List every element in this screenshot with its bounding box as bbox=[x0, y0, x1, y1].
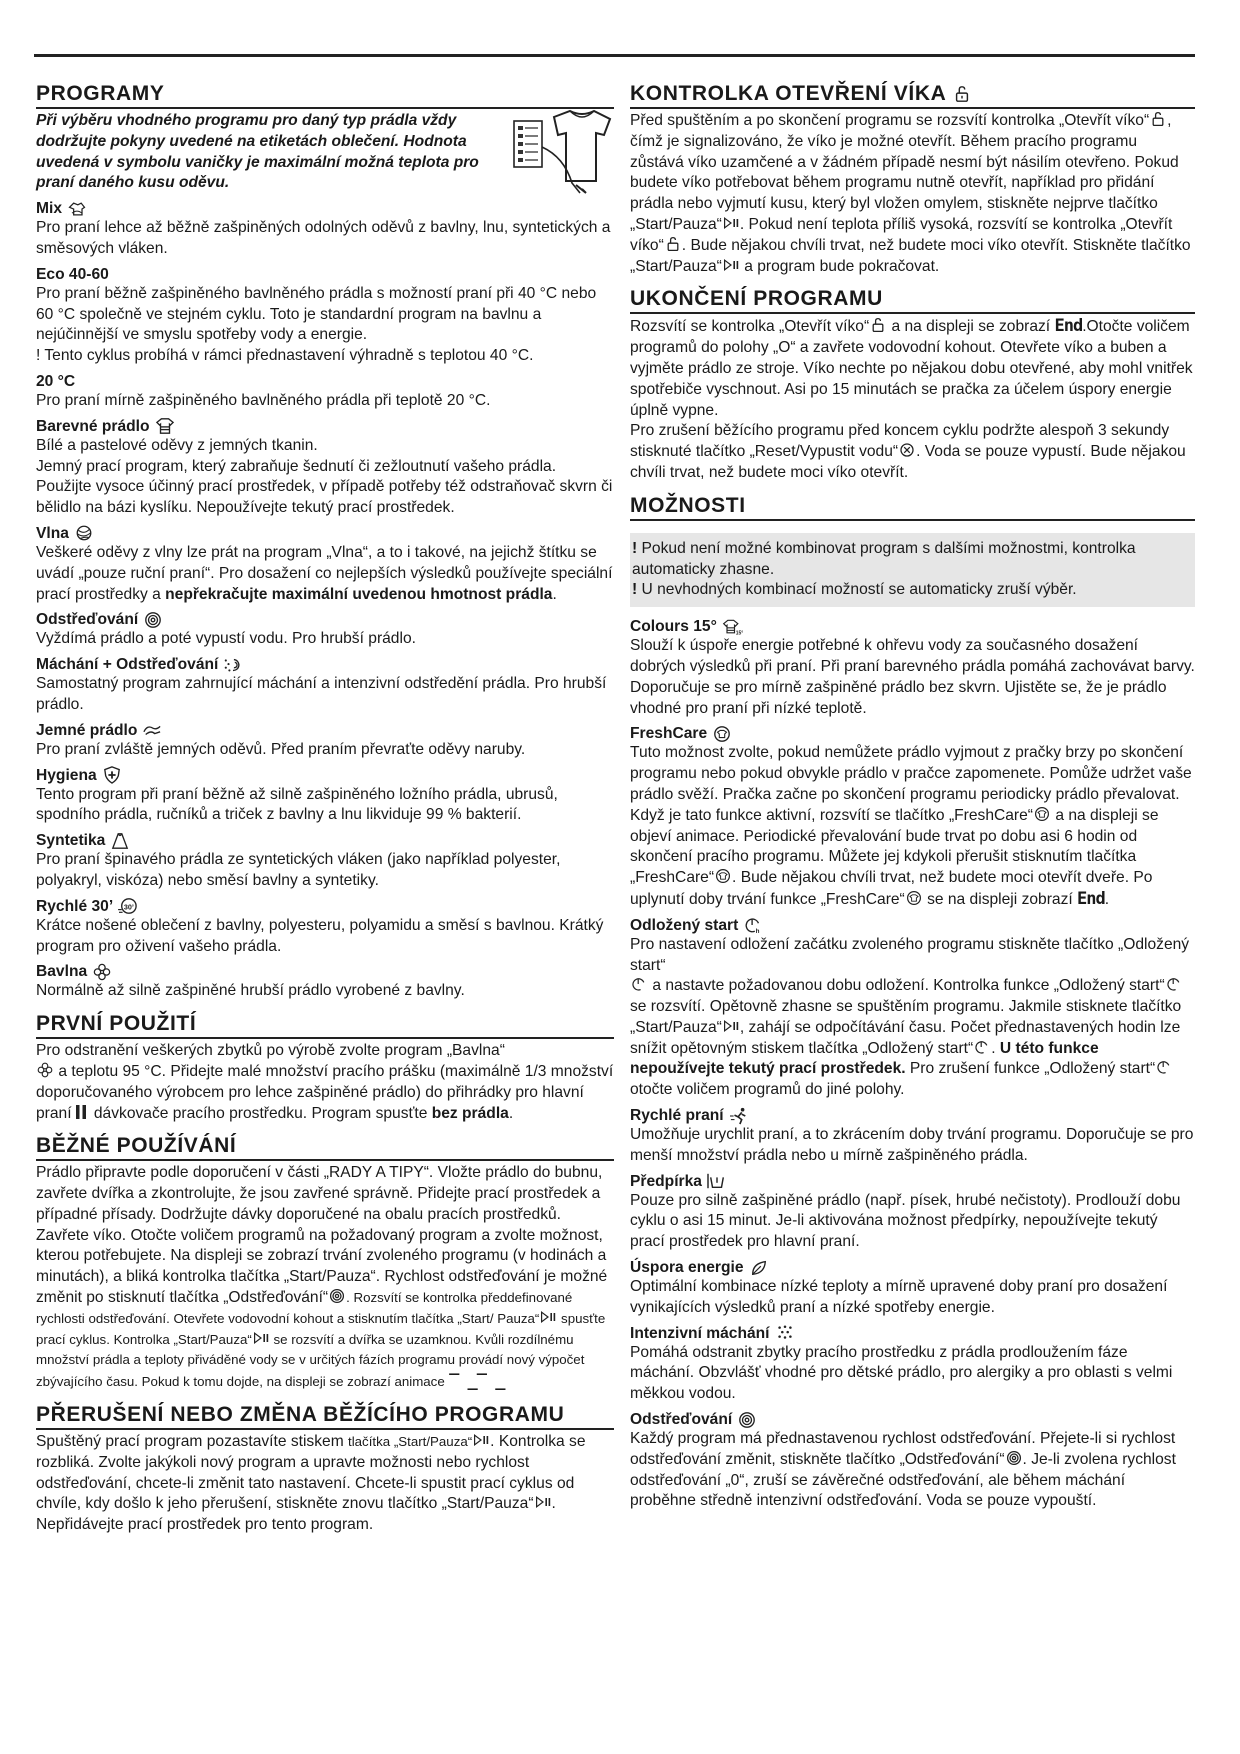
program-rinse-spin-text: Samostatný program zahrnující máchání a intenzivní odstředění prádla. Pro hrubší prádlo. bbox=[36, 675, 607, 713]
spin-icon bbox=[1006, 1450, 1022, 1466]
program-mix-title: Mix bbox=[36, 199, 614, 218]
option-delay-text: Pro nastavení odložení začátku zvoleného programu stiskněte tlačítko „Odložený start“ a nastavte požadovanou dobu odložení. Kontrolka funkce „Odložený start“ se rozsvítí. Opětovně zhasne se spuštěním programu. Jakmile stisknete tlačítko „Start/Pauza“ , zahájí se odpočítávání času. Počet přednastavených hodin lze snížit opětovným stiskem tlačítka „Odložený start“ . U této funkce nepoužívejte tekutý prací prostředek. Pro zrušení funkce „Odložený start“ otočte voličem programů do jiné polohy. bbox=[630, 935, 1190, 1099]
program-wool-title: Vlna bbox=[36, 524, 614, 543]
option-eco-text: Optimální kombinace nízké teploty a mírně upravené doby praní pro dosažení vynikajících výsledků praní a nízké spotřeby energie. bbox=[630, 1278, 1168, 1316]
svg-text:h: h bbox=[755, 928, 760, 936]
program-eco-note: ! Tento cyklus probíhá v rámci přednastavení výhradně s teplotou 40 °C. bbox=[36, 347, 534, 365]
option-colours-title: Colours 15° 15° bbox=[630, 618, 744, 637]
pause-heading: PŘERUŠENÍ NEBO ZMĚNA BĚŽÍCÍHO PROGRAMU bbox=[36, 1403, 614, 1430]
first-use-heading: PRVNÍ POUŽITÍ bbox=[36, 1012, 614, 1039]
wool-icon bbox=[74, 524, 94, 542]
left-column bbox=[36, 82, 614, 1536]
delay-start-icon bbox=[631, 976, 647, 992]
option-spin-title: Odstřeďování bbox=[630, 1410, 1195, 1429]
program-eco-text: Pro praní běžně zašpiněného bavlněného prádla s možností praní při 40 °C nebo 60 °C společně ve stejném cyklu. Toto je standardní program na bavlnu a nejúčinnější ve smyslu spotřeby vody a energie. bbox=[36, 284, 597, 344]
programy-heading: PROGRAMY bbox=[36, 82, 614, 109]
spin-icon bbox=[737, 1411, 757, 1429]
program-hygiene-title: Hygiena bbox=[36, 766, 614, 785]
program-wool-text: Veškeré oděvy z vlny lze prát na program „Vlna“, a to i takové, na jejichž štítku se uvádí „pouze ruční praní“. Pro dosažení co nejlepších výsledků používejte speciální prací prostředky a nepřekračujte maximální uvedenou hmotnost prádla. bbox=[36, 543, 613, 603]
lid-indicator-heading: KONTROLKA OTEVŘENÍ VÍKA bbox=[630, 82, 1195, 109]
main-wash-compartment-icon bbox=[73, 1104, 89, 1120]
option-freshcare-text: Tuto možnost zvolte, pokud nemůžete prádlo vyjmout z pračky brzy po skončení programu nebo pokud obvykle prádlo v pračce zapomenete. Pomůže udržet vaše prádlo svěží. Pračka začne po skončení programu periodicky prádlo převalovat. Když je tato funkce aktivní, rozsvítí se tlačítko „FreshCare“ a na displeji se objeví animace. Periodické převalování bude trvat po dobu asi 6 hodin od skončení pracího programu. Můžete jej kdykoli přerušit stisknutím tlačítka „FreshCare“ . Bude nějakou chvíli trvat, než budete moci otevřít dveře. Po uplynutí doby trvání funkce „FreshCare“ se na displeji zobrazí End. bbox=[630, 744, 1192, 909]
program-cotton-title: Bavlna bbox=[36, 962, 614, 981]
program-colours-text2: Jemný prací program, který zabraňuje šednutí či zežloutnutí vašeho prádla. Použijte vysoce účinný prací prostředek, v případě potřeby též odstraňovač skvrn či bělidlo na bázi kyslíku. Nepoužívejte tekutý prací prostředek. bbox=[36, 457, 613, 517]
rinse-spin-icon bbox=[223, 656, 243, 674]
freshcare-icon bbox=[1034, 806, 1050, 822]
colours-15-icon bbox=[722, 618, 742, 636]
delay-start-icon bbox=[974, 1039, 990, 1055]
options-heading: MOŽNOSTI bbox=[630, 494, 1195, 521]
program-20c-text: Pro praní mírně zašpiněného bavlněného prádla při teplotě 20 °C. bbox=[36, 391, 491, 409]
option-extra-rinse-title: Intenzivní máchání bbox=[630, 1324, 1195, 1343]
start-pause-icon bbox=[723, 257, 739, 273]
delicates-icon bbox=[142, 721, 162, 739]
spin-icon bbox=[143, 611, 163, 629]
program-rinse-spin-title: Máchání + Odstřeďování bbox=[36, 655, 614, 674]
freshcare-icon bbox=[715, 868, 731, 884]
program-quick30-title: Rychlé 30’ 30’ bbox=[36, 897, 614, 916]
program-20c-title: 20 °C bbox=[36, 372, 76, 390]
lid-open-lock-icon bbox=[1150, 111, 1166, 127]
display-end-text: End bbox=[1077, 888, 1105, 909]
program-eco-title: Eco 40-60 bbox=[36, 265, 109, 283]
options-note-1: ! Pokud není možné kombinovat program s dalšími možnostmi, kontrolka automaticky zhasne. bbox=[632, 539, 1136, 578]
start-pause-icon bbox=[723, 215, 739, 231]
program-delicates-text: Pro praní zvláště jemných oděvů. Před praním převraťte oděvy naruby. bbox=[36, 740, 526, 758]
svg-text:15°: 15° bbox=[735, 630, 744, 637]
extra-rinse-icon bbox=[775, 1324, 795, 1342]
program-spin-text: Vyždímá prádlo a poté vypustí vodu. Pro hrubší prádlo. bbox=[36, 630, 416, 648]
option-quick-wash-title: Rychlé praní bbox=[630, 1106, 1195, 1125]
quick-wash-icon bbox=[729, 1107, 749, 1125]
spin-icon bbox=[329, 1288, 345, 1304]
lid-open-lock-icon bbox=[952, 85, 972, 103]
program-quick30-text: Krátce nošené oblečení z bavlny, polyesteru, polyamidu a směsí s bavlnou. Krátký program pro oživení vašeho prádla. bbox=[36, 916, 604, 955]
start-pause-icon bbox=[723, 1018, 739, 1034]
cotton-icon bbox=[92, 963, 112, 981]
quick-30-icon bbox=[118, 897, 138, 915]
option-prewash-title: Předpírka bbox=[630, 1172, 1195, 1191]
care-label-tshirt-icon bbox=[504, 107, 614, 195]
freshcare-icon bbox=[712, 725, 732, 743]
energy-saving-icon bbox=[749, 1259, 769, 1277]
lid-indicator-text: Před spuštěním a po skončení programu se rozsvítí kontrolka „Otevřít víko“ , čímž je signalizováno, že víko je možné otevřít. Během pracího programu zůstává víko uzamčené a v žádném případě nesmí být násilím otevřeno. Pokud budete víko potřebovat během programu nutně otevřít, například pro přidání prádla nebo vyjmutí kusu, který byl vložen omylem, stiskněte nejprve tlačítko „Start/Pauza“ . Pokud není teplota příliš vysoká, rozsvítí se kontrolka „Otevřít víko“ . Bude nějakou chvíli trvat, než budete moci víko otevřít. Stiskněte tlačítko „Start/Pauza“ a program bude pokračovat. bbox=[630, 112, 1191, 275]
program-end-text: Rozsvítí se kontrolka „Otevřít víko“ a na displeji se zobrazí End.Otočte voličem programů do polohy „O“ a zavřete vodovodní kohout. Otevřete víko a buben a vyjměte prádlo ze stroje. Víko nechte po nějakou dobu otevřené, aby mohl vnitřek spotřebiče vyschnout. Asi po 15 minutách se pračka za účelem úspory energie úplně vypne. Pro zrušení běžícího programu před koncem cyklu podržte alespoň 3 sekundy stisknuté tlačítko „Reset/Vypustit vodu“ . Voda se pouze vypustí. Bude nějakou chvíli trvat, než budete moci víko otevřít. bbox=[630, 316, 1193, 481]
program-hygiene-text: Tento program při praní běžně až silně zašpiněného ložního prádla, ubrusů, spodního prádla, ručníků a triček z bavlny a lnu likviduje 99 % bakterií. bbox=[36, 785, 558, 824]
program-end-heading: UKONČENÍ PROGRAMU bbox=[630, 287, 1195, 314]
prewash-tub-icon bbox=[707, 1172, 727, 1190]
daily-use-text: Prádlo připravte podle doporučení v části „RADY A TIPY“. Vložte prádlo do bubnu, zavřete dvířka a zkontrolujte, že jsou zavřené správně. Přidejte prací prostředek a případné přísady. Dodržujte dávky doporučené na obalu pracích prostředků. Zavřete víko. Otočte voličem programů na požadovaný program a zvolte možnost, kterou potřebujete. Na displeji se zobrazí trvání zvoleného programu (v hodinách a minutách), a bliká kontrolka tlačítka „Start/Pauza“. Rychlost odstřeďování je možné změnit po stisknutí tlačítka „Odstřeďování“ . Rozsvítí se kontrolka předdefinované rychlosti odstřeďování. Otevřete vodovodní kohout a stisknutím tlačítka „Start/ Pauza“ spusťte prací cyklus. Kontrolka „Start/Pauza“ se rozsvítí a dvířka se uzamknou. Kvůli rozdílnému množství prádla a teploty přiváděné vody se v určitých fázích programu provádí nový výpočet zbývajícího času. Pokud k tomu dojde, na displeji se zobrazí animace ‾ _‾ _ bbox=[36, 1164, 608, 1392]
programy-lead: Při výběru vhodného programu pro daný typ prádla vždy dodržujte pokyny uvedené na etiketách oblečení. Hodnota uvedená v symbolu vaničky je maximální možná teplota pro praní daného kusu oděvu. bbox=[36, 112, 479, 192]
option-prewash-text: Pouze pro silně zašpiněné prádlo (např. písek, hrubé nečistoty). Prodlouží dobu cyklu o asi 15 minut. Je-li aktivována možnost předpírky, nepoužívejte tekutý prací prostředek pro hlavní praní. bbox=[630, 1191, 1181, 1251]
top-rule bbox=[34, 54, 1195, 57]
right-column bbox=[630, 82, 1195, 1512]
option-quick-wash-text: Umožňuje urychlit praní, a to zkrácením doby trvání programu. Doporučuje se pro menší množství prádla nebo u mírně zašpiněného prádla. bbox=[630, 1126, 1194, 1164]
lid-open-lock-icon bbox=[665, 236, 681, 252]
daily-use-heading: BĚŽNÉ POUŽÍVÁNÍ bbox=[36, 1134, 614, 1161]
synthetics-icon bbox=[110, 832, 130, 850]
programy-intro bbox=[36, 111, 614, 194]
first-use-text: Pro odstranění veškerých zbytků po výrobě zvolte program „Bavlna“ a teplotu 95 °C. Přidejte malé množství pracího prášku (maximálně 1/3 množství doporučovaného výrobcem pro lehce zašpiněné prádlo) do přihrádky pro hlavní praní dávkovače pracího prostředku. Program spusťte bez prádla. bbox=[36, 1042, 614, 1122]
program-synthetics-title: Syntetika bbox=[36, 831, 614, 850]
option-extra-rinse-text: Pomáhá odstranit zbytky pracího prostředku z prádla prodloužením fáze máchání. Obzvlášť vhodné pro dětské prádlo, pro alergiky a pro oblasti s velmi měkkou vodou. bbox=[630, 1343, 1173, 1403]
option-eco-title: Úspora energie bbox=[630, 1258, 1195, 1277]
recalc-animation: ‾ _‾ _ bbox=[449, 1371, 505, 1392]
hygiene-shield-icon bbox=[102, 766, 122, 784]
start-pause-icon bbox=[473, 1432, 489, 1448]
options-notes bbox=[630, 533, 1195, 607]
program-colours-title: Barevné prádlo bbox=[36, 417, 614, 436]
program-mix-text: Pro praní lehce až běžně zašpiněných odolných oděvů z bavlny, lnu, syntetických a směsových vláken. bbox=[36, 219, 611, 257]
program-spin-title: Odstřeďování bbox=[36, 610, 614, 629]
program-cotton-text: Normálně až silně zašpiněné hrubší prádlo vyrobené z bavlny. bbox=[36, 982, 465, 1000]
display-end-text: End bbox=[1054, 316, 1083, 337]
cotton-icon bbox=[37, 1062, 53, 1078]
option-freshcare-title: FreshCare bbox=[630, 724, 1195, 743]
delay-start-icon bbox=[1156, 1059, 1172, 1075]
program-synthetics-text: Pro praní špinavého prádla ze syntetických vláken (jako například polyester, polyakryl, viskóza) nebo směsí bavlny a syntetiky. bbox=[36, 851, 561, 889]
start-pause-icon bbox=[253, 1330, 269, 1346]
option-delay-title: Odložený start h bbox=[630, 916, 1195, 935]
program-colours-text: Bílé a pastelové oděvy z jemných tkanin. bbox=[36, 436, 318, 454]
pause-text: Spuštěný prací program pozastavíte stiskem tlačítka „Start/Pauza“ . Kontrolka se rozbliká. Zvolte jakýkoli nový program a upravte možnosti nebo rychlost odstřeďování, chcete-li změnit tato nastavení. Chcete-li spustit prací cyklus od chvíle, kdy došlo k jeho přerušení, stiskněte znovu tlačítko „Start/Pauza“ . Nepřidávejte prací prostředek pro tento program. bbox=[36, 1433, 586, 1534]
mix-icon bbox=[67, 200, 87, 218]
coloured-shirt-icon bbox=[155, 417, 175, 435]
svg-text:30’: 30’ bbox=[124, 902, 135, 912]
option-spin-text: Každý program má přednastavenou rychlost odstřeďování. Přejete-li si rychlost odstřeďování změnit, stiskněte tlačítko „Odstřeďování“ . Je-li zvolena rychlost odstřeďování „0“, zruší se závěrečné odstřeďování, ale během máchání proběhne středně intenzivní odstřeďování. Voda se pouze vypouští. bbox=[630, 1430, 1176, 1510]
program-delicates-title: Jemné prádlo bbox=[36, 721, 614, 740]
start-pause-icon bbox=[540, 1309, 556, 1325]
reset-drain-icon bbox=[899, 442, 915, 458]
option-colours-text: Slouží k úspoře energie potřebné k ohřevu vody za současného dosažení dobrých výsledků při praní. Při praní barevného prádla pomáhá zachovávat barvy. Doporučuje se pro mírně zašpiněné prádlo bez skvrn. Ujistěte se, že je prádlo vhodné pro praní při nízké teplotě. bbox=[630, 637, 1195, 717]
freshcare-icon bbox=[906, 890, 922, 906]
options-note-2: ! U nevhodných kombinací možností se automaticky zruší výběr. bbox=[632, 581, 1077, 599]
delay-start-icon bbox=[743, 916, 763, 934]
start-pause-icon bbox=[535, 1494, 551, 1510]
lid-open-lock-icon bbox=[870, 317, 886, 333]
delay-start-icon bbox=[1166, 976, 1182, 992]
